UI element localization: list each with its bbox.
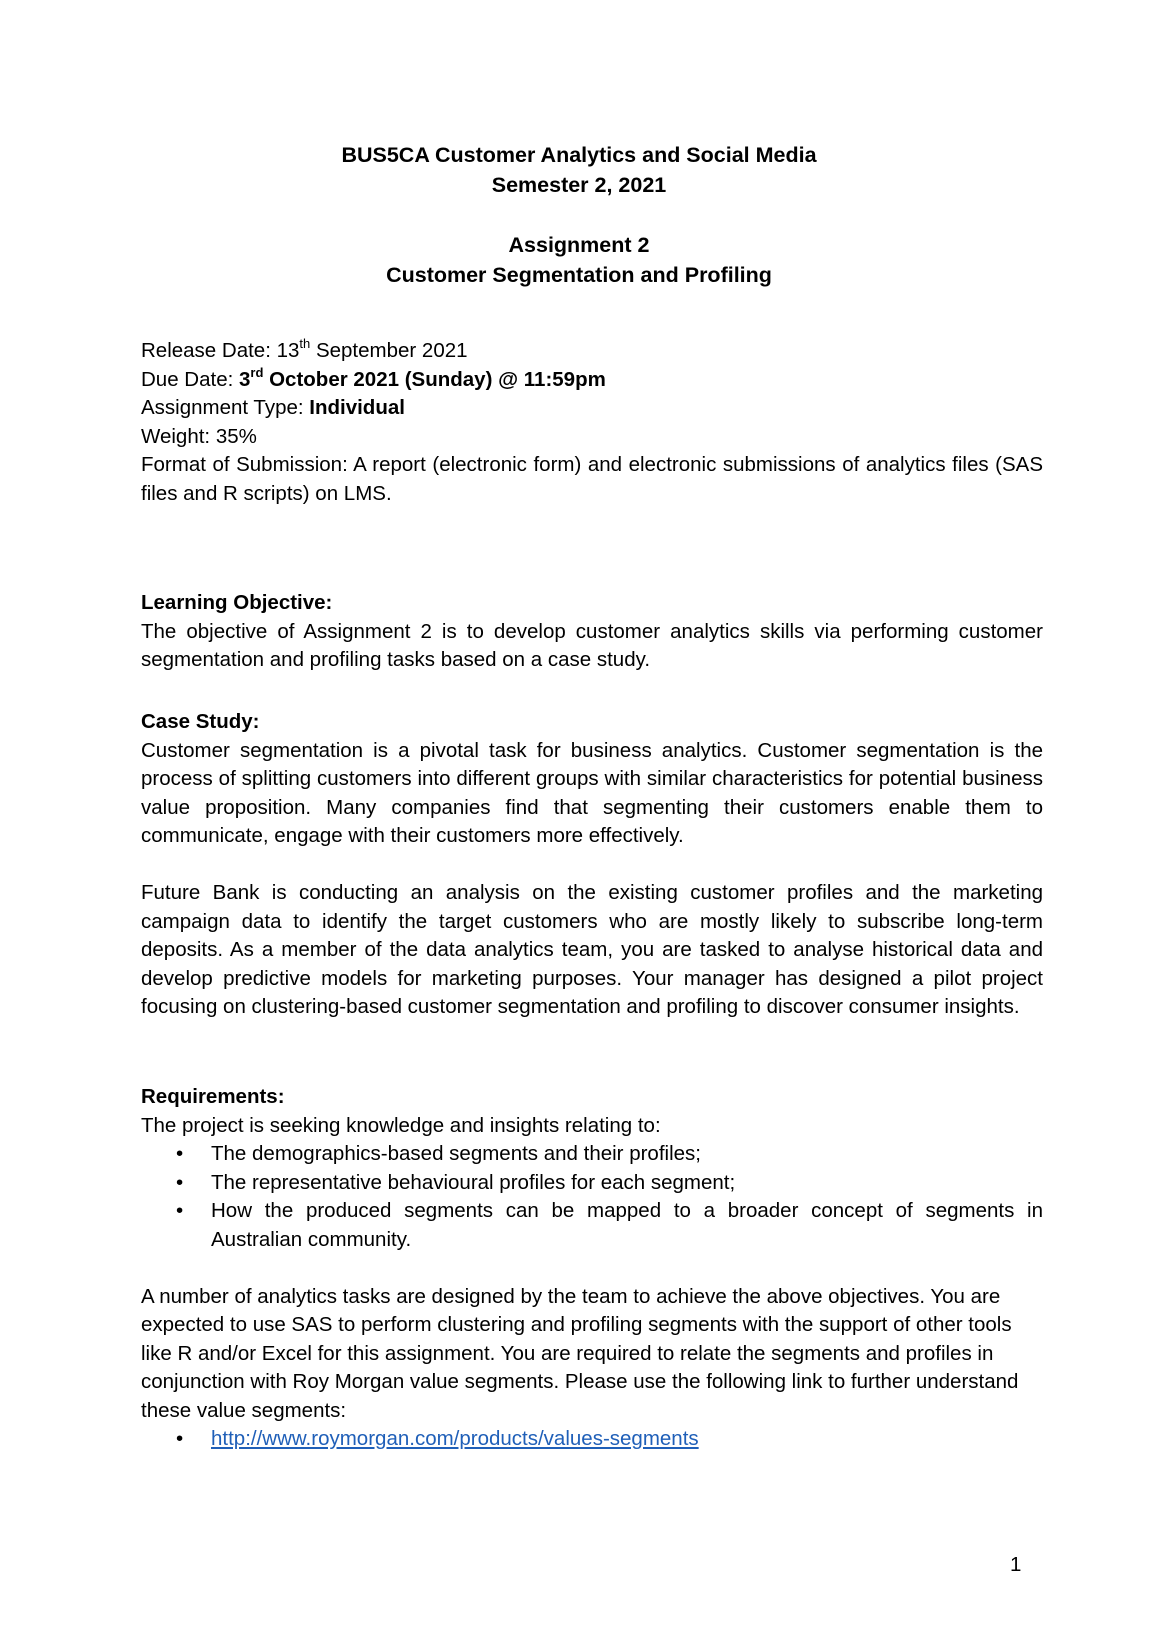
requirements-intro: The project is seeking knowledge and insights relating to: <box>141 1113 661 1137</box>
requirements-section <box>141 1083 1043 1454</box>
requirements-heading: Requirements: <box>141 1085 285 1108</box>
assignment-title: Assignment 2 <box>508 233 650 257</box>
learning-objective-text: The objective of Assignment 2 is to develop customer analytics skills via performing customer segmentation and profiling tasks based on a case study. <box>141 619 1043 671</box>
bullet-icon: • <box>176 1199 184 1222</box>
case-study-heading: Case Study: <box>141 710 260 733</box>
roy-morgan-link[interactable]: http://www.roymorgan.com/products/values-segments <box>211 1427 699 1450</box>
assignment-details <box>141 337 1043 508</box>
title-block <box>0 140 1158 290</box>
course-title: BUS5CA Customer Analytics and Social Media <box>341 143 817 167</box>
case-study-section <box>141 708 1043 1022</box>
list-item: • The demographics-based segments and their profiles; <box>141 1140 1043 1169</box>
list-item: • The representative behavioural profiles for each segment; <box>141 1169 1043 1198</box>
bullet-icon: • <box>176 1170 184 1194</box>
due-date: Due Date: 3rd October 2021 (Sunday) @ 11:59pm <box>141 364 606 391</box>
bullet-icon: • <box>176 1142 184 1165</box>
list-item <box>141 1425 1043 1454</box>
assignment-type: Assignment Type: Individual <box>141 396 405 419</box>
page-number: 1 <box>1010 1553 1022 1576</box>
case-study-paragraph-1: Customer segmentation is a pivotal task for business analytics. Customer segmentation is the process of splitting customers into different groups with similar characteristics for potential business value proposition. Many companies find that segmenting their customers enable them to communicate, engage with their customers more effectively. <box>141 738 1043 847</box>
assignment-subtitle: Customer Segmentation and Profiling <box>386 263 772 287</box>
requirements-paragraph: A number of analytics tasks are designed by the team to achieve the above objectives. You are expected to use SAS to perform clustering and profiling segments with the support of other tools like R and/or Excel for this assignment. You are required to relate the segments and profiles in conjunction with Roy Morgan value segments. Please use the following link to further understand these value segments: <box>141 1284 1019 1422</box>
case-study-paragraph-2: Future Bank is conducting an analysis on the existing customer profiles and the marketing campaign data to identify the target customers who are mostly likely to subscribe long-term deposits. As a member of the data analytics team, you are tasked to analyse historical data and develop predictive models for marketing purposes. Your manager has designed a pilot project focusing on clustering-based customer segmentation and profiling to discover consumer insights. <box>141 881 1043 1018</box>
weight: Weight: 35% <box>141 424 257 448</box>
semester-title: Semester 2, 2021 <box>491 173 667 197</box>
bullet-icon: • <box>176 1427 184 1450</box>
submission-format: Format of Submission: A report (electronic form) and electronic submissions of analytics files (SAS files and R scripts) on LMS. <box>141 453 1043 505</box>
learning-objective-section <box>141 589 1043 675</box>
release-date: Release Date: 13th September 2021 <box>141 336 468 362</box>
requirements-list <box>141 1140 1043 1254</box>
list-item: • How the produced segments can be mapped to a broader concept of segments in Australian community. <box>176 1199 1043 1251</box>
learning-objective-heading: Learning Objective: <box>141 591 333 614</box>
link-list <box>141 1425 1043 1454</box>
